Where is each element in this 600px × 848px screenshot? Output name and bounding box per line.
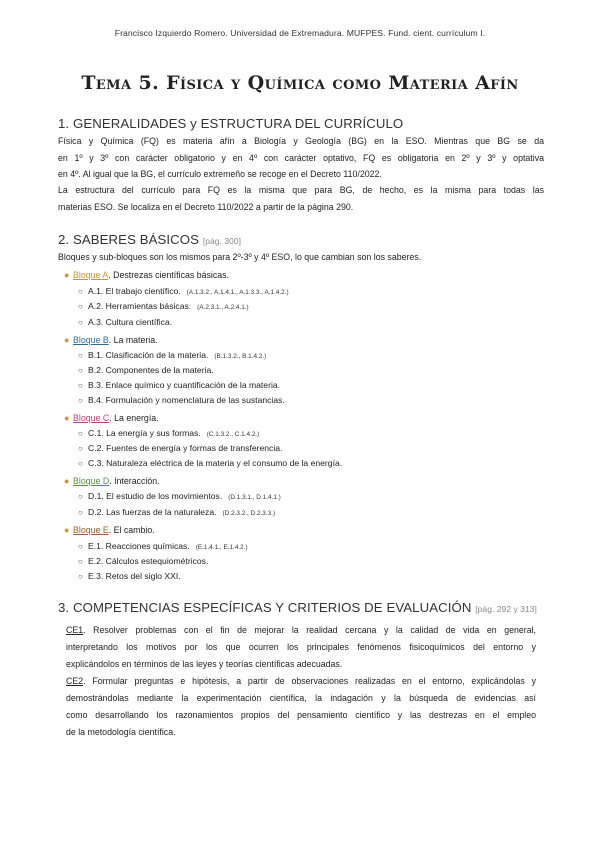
sub-item [78, 491, 281, 501]
ce2-line-text: . Formular preguntas e hipótesis, a partir de observaciones realizadas en el entorno, explicándolas y [83, 676, 536, 686]
circle-bullet-icon: ○ [78, 381, 83, 390]
text-line: interpretando los motivos por los que ocurren los principales fenómenos fisicoquímicos del entorno y [66, 642, 536, 652]
sub-item-text: B.4. Formulación y nomenclatura de las sustancias. [88, 395, 285, 405]
circle-bullet-icon: ○ [78, 572, 83, 581]
circle-bullet-icon: ○ [78, 302, 83, 311]
block-e [64, 525, 155, 535]
sub-item [78, 395, 285, 405]
section-1-paragraph-2 [58, 182, 544, 215]
section-2-heading-text: 2. SABERES BÁSICOS [58, 232, 200, 247]
sub-item-text: E.1. Reacciones químicas. [88, 541, 190, 551]
block-c-link[interactable]: Bloque C [73, 413, 110, 423]
section-2-intro: Bloques y sub-bloques son los mismos para 2º-3º y 4º ESO, lo que cambian son los saberes. [58, 252, 422, 262]
block-c-desc: . La energía. [109, 413, 159, 423]
sub-item [78, 541, 248, 551]
sub-item [78, 507, 275, 517]
sub-item-text: D.1. El estudio de los movimientos. [88, 491, 223, 501]
sub-item-text: C.1. La energía y sus formas. [88, 428, 201, 438]
sub-item [78, 443, 282, 453]
circle-bullet-icon: ○ [78, 508, 83, 517]
sub-item [78, 571, 181, 581]
circle-bullet-icon: ○ [78, 492, 83, 501]
text-line: Física y Química (FQ) es materia afín a Biología y Geología (BG) en la ESO. Mientras que BG se da [58, 136, 544, 146]
section-3-heading-text: 3. COMPETENCIAS ESPECÍFICAS Y CRITERIOS DE EVALUACIÓN [58, 600, 472, 615]
sub-item-code: (A.1.3.2., A.1.4.1., A.1.3.3., A.1.4.2.) [186, 289, 289, 296]
circle-bullet-icon: ○ [78, 396, 83, 405]
text-line: La estructura del currículo para FQ es la misma que para BG, de hecho, es la misma para todas las [58, 185, 544, 195]
block-b-desc: . La materia. [108, 335, 158, 345]
sub-item [78, 350, 266, 360]
block-c [64, 413, 159, 423]
circle-bullet-icon: ○ [78, 318, 83, 327]
bullet-icon: ● [64, 270, 70, 280]
circle-bullet-icon: ○ [78, 444, 83, 453]
sub-item-code: (C.1.3.2., C.1.4.2.) [206, 431, 260, 438]
sub-item-text: C.3. Naturaleza eléctrica de la materia y el consumo de la energía. [88, 458, 343, 468]
sub-item-code: (D.2.3.2., D.2.3.3.) [222, 510, 276, 517]
ce1-tag[interactable]: CE1 [66, 625, 84, 635]
circle-bullet-icon: ○ [78, 557, 83, 566]
text-line: en 1º y 3º con carácter obligatorio y en 4º con carácter optativo, FQ es obligatoria en 2º y 3º y optativa [58, 152, 544, 163]
running-header: Francisco Izquierdo Romero. Universidad de Extremadura. MUFPES. Fund. cient. currículum I. [114, 28, 486, 38]
sub-item-text: C.2. Fuentes de energía y formas de transferencia. [88, 443, 283, 453]
circle-bullet-icon: ○ [78, 366, 83, 375]
sub-item-text: A.2. Herramientas básicas. [88, 301, 192, 311]
circle-bullet-icon: ○ [78, 287, 83, 296]
section-3-page-ref: [pág. 292 y 313] [475, 604, 537, 614]
block-d [64, 476, 160, 486]
text-line: como desarrollando los razonamientos propios del pensamiento científico y las destrezas en el empleo [66, 710, 536, 720]
section-1-heading: 1. GENERALIDADES y ESTRUCTURA DEL CURRÍCULO [58, 116, 404, 131]
circle-bullet-icon: ○ [78, 351, 83, 360]
bullet-icon: ● [64, 335, 70, 345]
text-line: de la metodología científica. [66, 727, 176, 737]
sub-item-text: E.3. Retos del siglo XXI. [88, 571, 181, 581]
sub-item-text: B.1. Clasificación de la materia. [88, 350, 209, 360]
sub-item-code: (B.1.3.2., B.1.4.2.) [214, 353, 267, 360]
competence-ce2 [66, 673, 536, 741]
ce1-line-text: . Resolver problemas con el fin de mejorar la realidad cercana y la calidad de vida en general, [83, 625, 536, 635]
sub-item-code: (D.1.3.1., D.1.4.1.) [228, 494, 281, 501]
block-a-desc: . Destrezas científicas básicas. [108, 270, 229, 280]
sub-item-text: B.2. Componentes de la materia. [88, 365, 214, 375]
sub-item [78, 380, 280, 390]
section-2-page-ref: [pág. 300] [202, 236, 242, 246]
sub-item [78, 556, 208, 566]
text-line: explicándolos en términos de las leyes y teorías científicas adecuadas. [66, 659, 343, 669]
text-line [66, 673, 536, 690]
bullet-icon: ● [64, 525, 70, 535]
block-d-link[interactable]: Bloque D [73, 476, 110, 486]
ce2-tag[interactable]: CE2 [66, 676, 84, 686]
circle-bullet-icon: ○ [78, 429, 83, 438]
sub-item [78, 365, 214, 375]
sub-item-code: (A.2.3.1., A.2.4.1.) [197, 304, 249, 311]
text-line: demostrándolas mediante la experimentación científica, la indagación y la búsqueda de evidencias así [66, 693, 536, 703]
text-line: en 4º. Al igual que la BG, el currículo extremeño se recoge en el Decreto 110/2022. [58, 169, 382, 179]
sub-item-text: A.3. Cultura científica. [88, 317, 173, 327]
sub-item-text: A.1. El trabajo científico. [88, 286, 181, 296]
circle-bullet-icon: ○ [78, 542, 83, 551]
block-d-desc: . Interacción. [109, 476, 160, 486]
sub-item [78, 286, 289, 296]
sub-item [78, 458, 342, 468]
section-3-heading [58, 600, 537, 615]
text-line: materias ESO. Se localiza en el Decreto 110/2022 a partir de la página 290. [58, 201, 354, 212]
competence-ce1 [66, 622, 536, 673]
sub-item-text: B.3. Enlace químico y cuantificación de la materia. [88, 380, 281, 390]
block-b [64, 335, 158, 345]
sub-item [78, 428, 259, 438]
sub-item-code: (E.1.4.1., E.1.4.2.) [195, 544, 248, 551]
block-b-link[interactable]: Bloque B [73, 335, 109, 345]
bullet-icon: ● [64, 476, 70, 486]
sub-item [78, 317, 172, 327]
block-e-desc: . El cambio. [108, 525, 155, 535]
text-line [66, 622, 536, 639]
block-e-link[interactable]: Bloque E [73, 525, 109, 535]
sub-item-text: D.2. Las fuerzas de la naturaleza. [88, 507, 217, 517]
section-1-paragraph-1 [58, 133, 544, 183]
page-title: Tema 5. Física y Química como Materia Afín [81, 72, 519, 94]
block-a-link[interactable]: Bloque A [73, 270, 109, 280]
bullet-icon: ● [64, 413, 70, 423]
section-2-heading [58, 232, 241, 247]
sub-item-text: E.2. Cálculos estequiométricos. [88, 556, 209, 566]
sub-item [78, 301, 249, 311]
block-a [64, 270, 229, 280]
circle-bullet-icon: ○ [78, 459, 83, 468]
